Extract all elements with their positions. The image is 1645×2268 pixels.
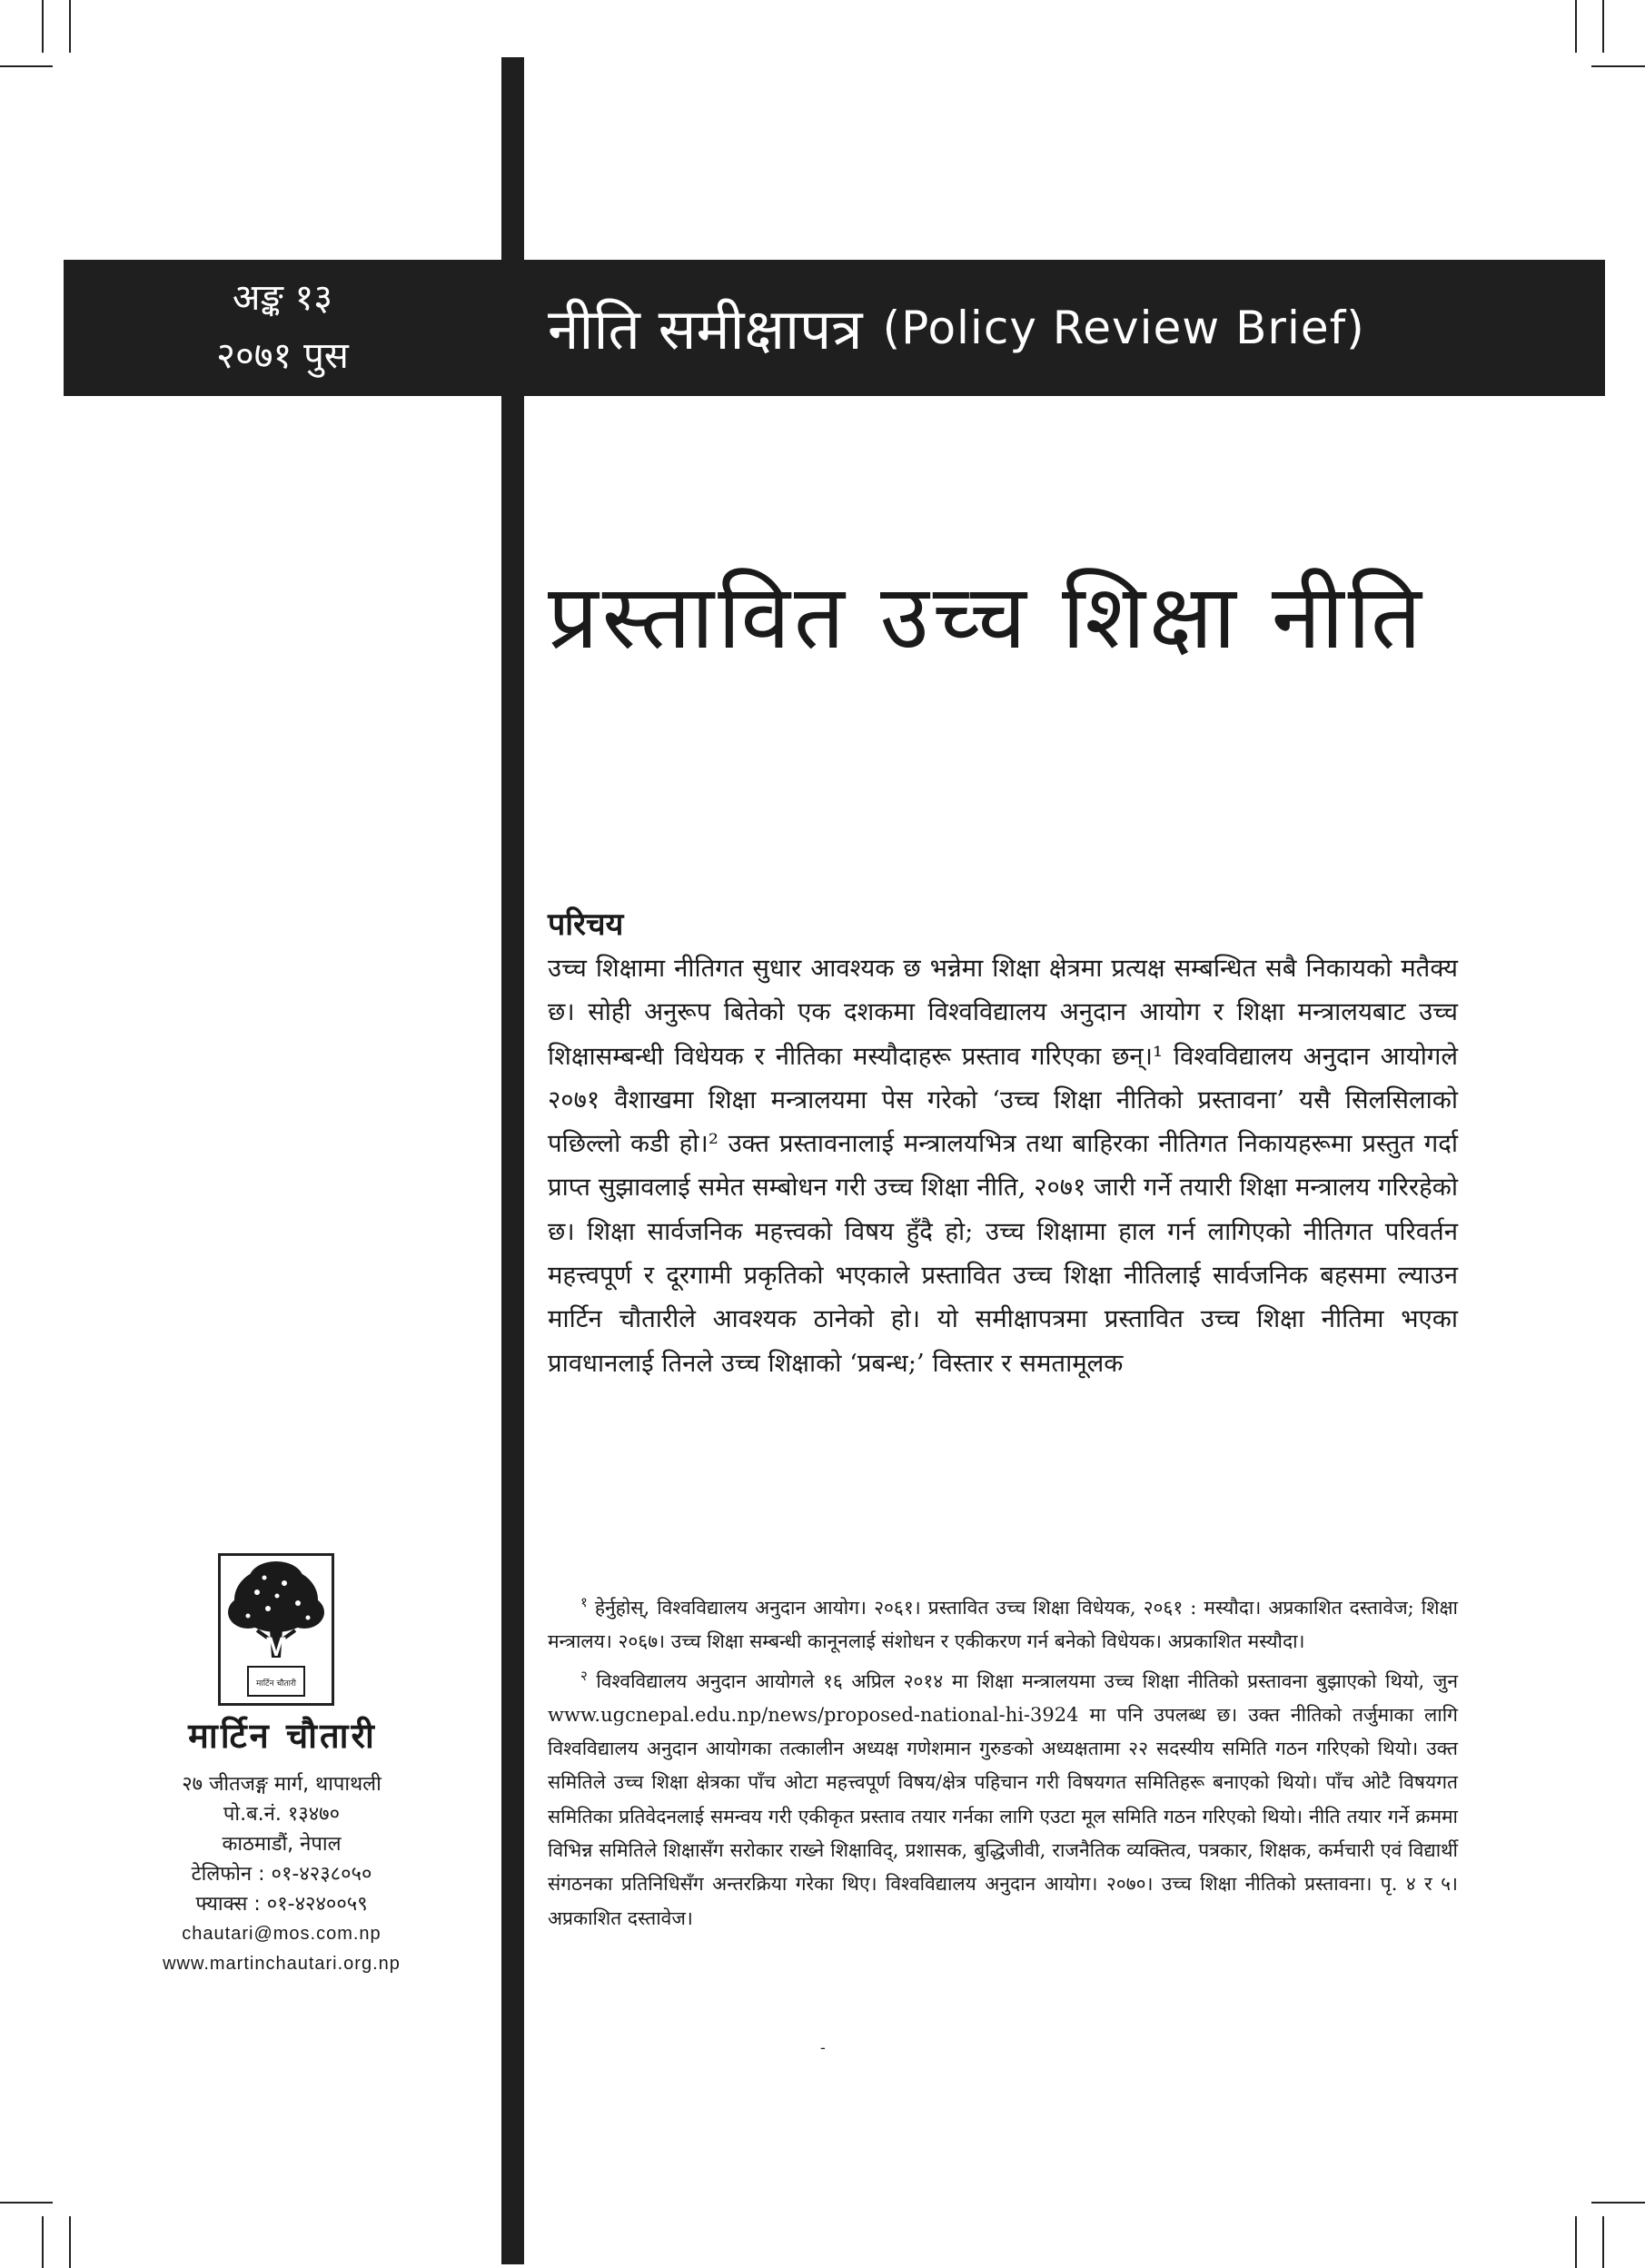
crop-mark-bl-v: [42, 2216, 44, 2268]
organization-logo: [218, 1553, 334, 1706]
tree-icon: [221, 1556, 332, 1703]
footnote: [548, 1659, 1458, 1936]
address-street: २७ जीतजङ्ग मार्ग, थापाथली: [182, 1773, 382, 1796]
page-title: प्रस्तावित उच्च शिक्षा नीति: [548, 566, 1425, 669]
crop-mark-tr-v2: [1602, 0, 1604, 53]
intro-paragraph: उच्च शिक्षामा नीतिगत सुधार आवश्यक छ भन्नेमा शिक्षा क्षेत्रमा प्रत्यक्ष सम्बन्धित सबै निकायको मतैक्य छ। सोही अनुरूप बितेको एक दशकमा विश्वविद्यालय अनुदान आयोग र शिक्षा मन्त्रालयबाट उच्च शिक्षासम्बन्धी विधेयक र नीतिका मस्यौदाहरू प्रस्ताव गरिएका छन्।¹ विश्वविद्यालय अनुदान आयोगले २०७१ वैशाखमा शिक्षा मन्त्रालयमा पेस गरेको ‘उच्च शिक्षा नीतिको प्रस्तावना’ यसै सिलसिलाको पछिल्लो कडी हो।² उक्त प्रस्तावनालाई मन्त्रालयभित्र तथा बाहिरका नीतिगत निकायहरूमा प्रस्तुत गर्दा प्राप्त सुझावलाई समेत सम्बोधन गरी उच्च शिक्षा नीति, २०७१ जारी गर्ने तयारी शिक्षा मन्त्रालय गरिरहेको छ। शिक्षा सार्वजनिक महत्त्वको विषय हुँदै हो; उच्च शिक्षामा हाल गर्न लागिएको नीतिगत परिवर्तन महत्त्वपूर्ण र दूरगामी प्रकृतिको भएकाले प्रस्तावित उच्च शिक्षा नीतिलाई सार्वजनिक बहसमा ल्याउन मार्टिन चौतारीले आवश्यक ठानेको हो। यो समीक्षापत्रमा प्रस्तावित उच्च शिक्षा नीतिमा भएका प्रावधानलाई तिनले उच्च शिक्षाको ‘प्रबन्ध;’ विस्तार र समतामूलक: [548, 954, 1458, 1378]
series-title-np: नीति समीक्षापत्र: [548, 296, 863, 362]
vertical-divider-bar: [501, 57, 524, 2264]
crop-mark-bl-v2: [69, 2216, 71, 2268]
issue-date: २०७१ पुस: [216, 335, 349, 377]
crop-mark-tl-h: [0, 65, 53, 67]
section-heading: परिचय: [548, 906, 624, 943]
address-website[interactable]: www.martinchautari.org.np: [163, 1954, 401, 1974]
crop-mark-br-v: [1575, 2216, 1577, 2268]
footnote-text: विश्वविद्यालय अनुदान आयोगले १६ अप्रिल २०१४ मा शिक्षा मन्त्रालयमा उच्च शिक्षा नीतिको प्रस्तावना बुझाएको थियो, जुन www.ugcnepal.edu.np/news/proposed-national-hi-3924 मा पनि उपलब्ध छ। उक्त नीतिको तर्जुमाका लागि विश्वविद्यालय अनुदान आयोगका तत्कालीन अध्यक्ष गणेशमान गुरुङको अध्यक्षतामा २२ सदस्यीय समिति गठन गरिएको थियो। उक्त समितिले उच्च शिक्षा क्षेत्रका पाँच ओटा महत्त्वपूर्ण विषय/क्षेत्र पहिचान गरी विषयगत समितिहरू बनाएको थियो। पाँच ओटै विषयगत समितिका प्रतिवेदनलाई समन्वय गरी एकीकृत प्रस्ताव तयार गर्नका लागि एउटा मूल समिति गठन गरिएको थियो। नीति तयार गर्ने क्रममा विभिन्न समितिले शिक्षासँग सरोकार राख्ने शिक्षाविद्, प्रशासक, बुद्धिजीवी, राजनैतिक व्यक्तित्व, पत्रकार, शिक्षक, कर्मचारी एवं विद्यार्थी संगठनका प्रतिनिधिसँग अन्तरक्रिया गरेका थिए। विश्वविद्यालय अनुदान आयोग। २०७०। उच्च शिक्षा नीतिको प्रस्तावना। पृ. ४ र ५। अप्रकाशित दस्तावेज।: [548, 1669, 1458, 1929]
crop-mark-tr-v: [1575, 0, 1577, 53]
crop-mark-tl-v2: [69, 0, 71, 53]
footnotes: [548, 1586, 1458, 1936]
page-marker: -: [820, 2039, 826, 2056]
address-po-box: पो.ब.नं. १३४७०: [223, 1803, 341, 1826]
footnote-text: हेर्नुहोस्, विश्वविद्यालय अनुदान आयोग। २०६१। प्रस्तावित उच्च शिक्षा विधेयक, २०६१ : मस्यौदा। अप्रकाशित दस्तावेज; शिक्षा मन्त्रालय। २०६७। उच्च शिक्षा सम्बन्धी कानूनलाई संशोधन र एकीकरण गर्न बनेको विधेयक। अप्रकाशित मस्यौदा।: [548, 1597, 1458, 1653]
logo-caption: मार्टिन चौतारी: [256, 1679, 296, 1689]
address-fax: फ्याक्स : ०१-४२४००५९: [195, 1893, 368, 1916]
crop-mark-br-v2: [1602, 2216, 1604, 2268]
series-header: [524, 260, 1605, 396]
issue-box: [64, 260, 501, 396]
crop-mark-bl-h: [0, 2202, 53, 2204]
address-phone: टेलिफोन : ०१-४२३८०५०: [191, 1863, 372, 1886]
crop-mark-br-h: [1591, 2202, 1645, 2204]
organization-address: [109, 1769, 454, 1979]
intro-body: [548, 946, 1458, 1385]
crop-mark-tl-v: [42, 0, 44, 53]
footnote-mark: २: [580, 1667, 588, 1684]
issue-number: अङ्क १३: [232, 277, 333, 319]
address-email[interactable]: chautari@mos.com.np: [182, 1924, 382, 1944]
footnote-mark: १: [580, 1594, 588, 1610]
footnote: [548, 1586, 1458, 1659]
crop-mark-tr-h: [1591, 65, 1645, 67]
address-city: काठमाडौं, नेपाल: [222, 1833, 342, 1856]
organization-name: मार्टिन चौतारी: [188, 1716, 377, 1756]
series-title-en: (Policy Review Brief): [882, 302, 1365, 354]
logo-letter: M: [264, 1632, 288, 1662]
